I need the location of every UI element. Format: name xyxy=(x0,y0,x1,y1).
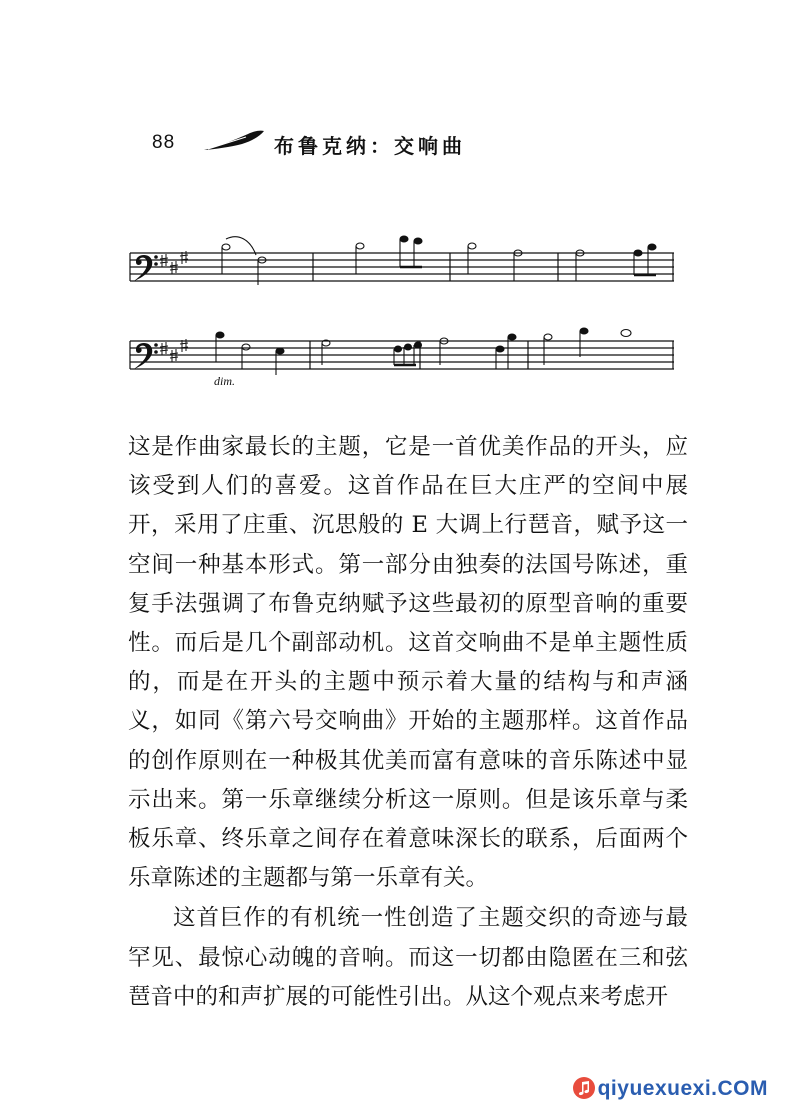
watermark xyxy=(572,1076,768,1106)
running-title: 布鲁克纳：交响曲 xyxy=(274,134,466,158)
page-header xyxy=(152,128,552,158)
key-signature xyxy=(160,251,188,362)
music-note-icon xyxy=(572,1076,596,1100)
notes-staff-2 xyxy=(216,328,631,375)
paragraph-1: 这是作曲家最长的主题，它是一首优美作品的开头，应该受到人们的喜爱。这首作品在巨大庄严的空间中展开，采用了庄重、沉思般的 E 大调上行琶音，赋予这一空间一种基本形式。第一部分由独奏的法国号陈述，重复手法强调了布鲁克纳赋予这些最初的原型音响的重要性。而后是几个副部动机。这首交响曲不是单主题性质的，而是在开头的主题中预示着大量的结构与和声涵义，如同《第六号交响曲》开始的主题那样。这首作品的创作原则在一种极其优美而富有意味的音乐陈述中显示出来。第一乐章继续分析这一原则。但是该乐章与柔板乐章、终乐章之间存在着意味深长的联系，后面两个乐章陈述的主题都与第一乐章有关。 xyxy=(128,434,688,892)
page-number: 88 xyxy=(152,132,176,153)
body-text xyxy=(128,428,688,1017)
paragraph-2: 这首巨作的有机统一性创造了主题交织的奇迹与最罕见、最惊心动魄的音响。而这一切都由隐匿在三和弦琶音中的和声扩展的可能性引出。从这个观点来考虑开 xyxy=(128,905,688,1010)
bass-clef-icon xyxy=(134,255,158,369)
quill-pen-icon xyxy=(202,128,266,154)
music-score xyxy=(128,225,676,395)
watermark-text: qiyuexuexi.COM xyxy=(597,1077,768,1100)
dynamic-marking-dim: dim. xyxy=(214,374,235,388)
